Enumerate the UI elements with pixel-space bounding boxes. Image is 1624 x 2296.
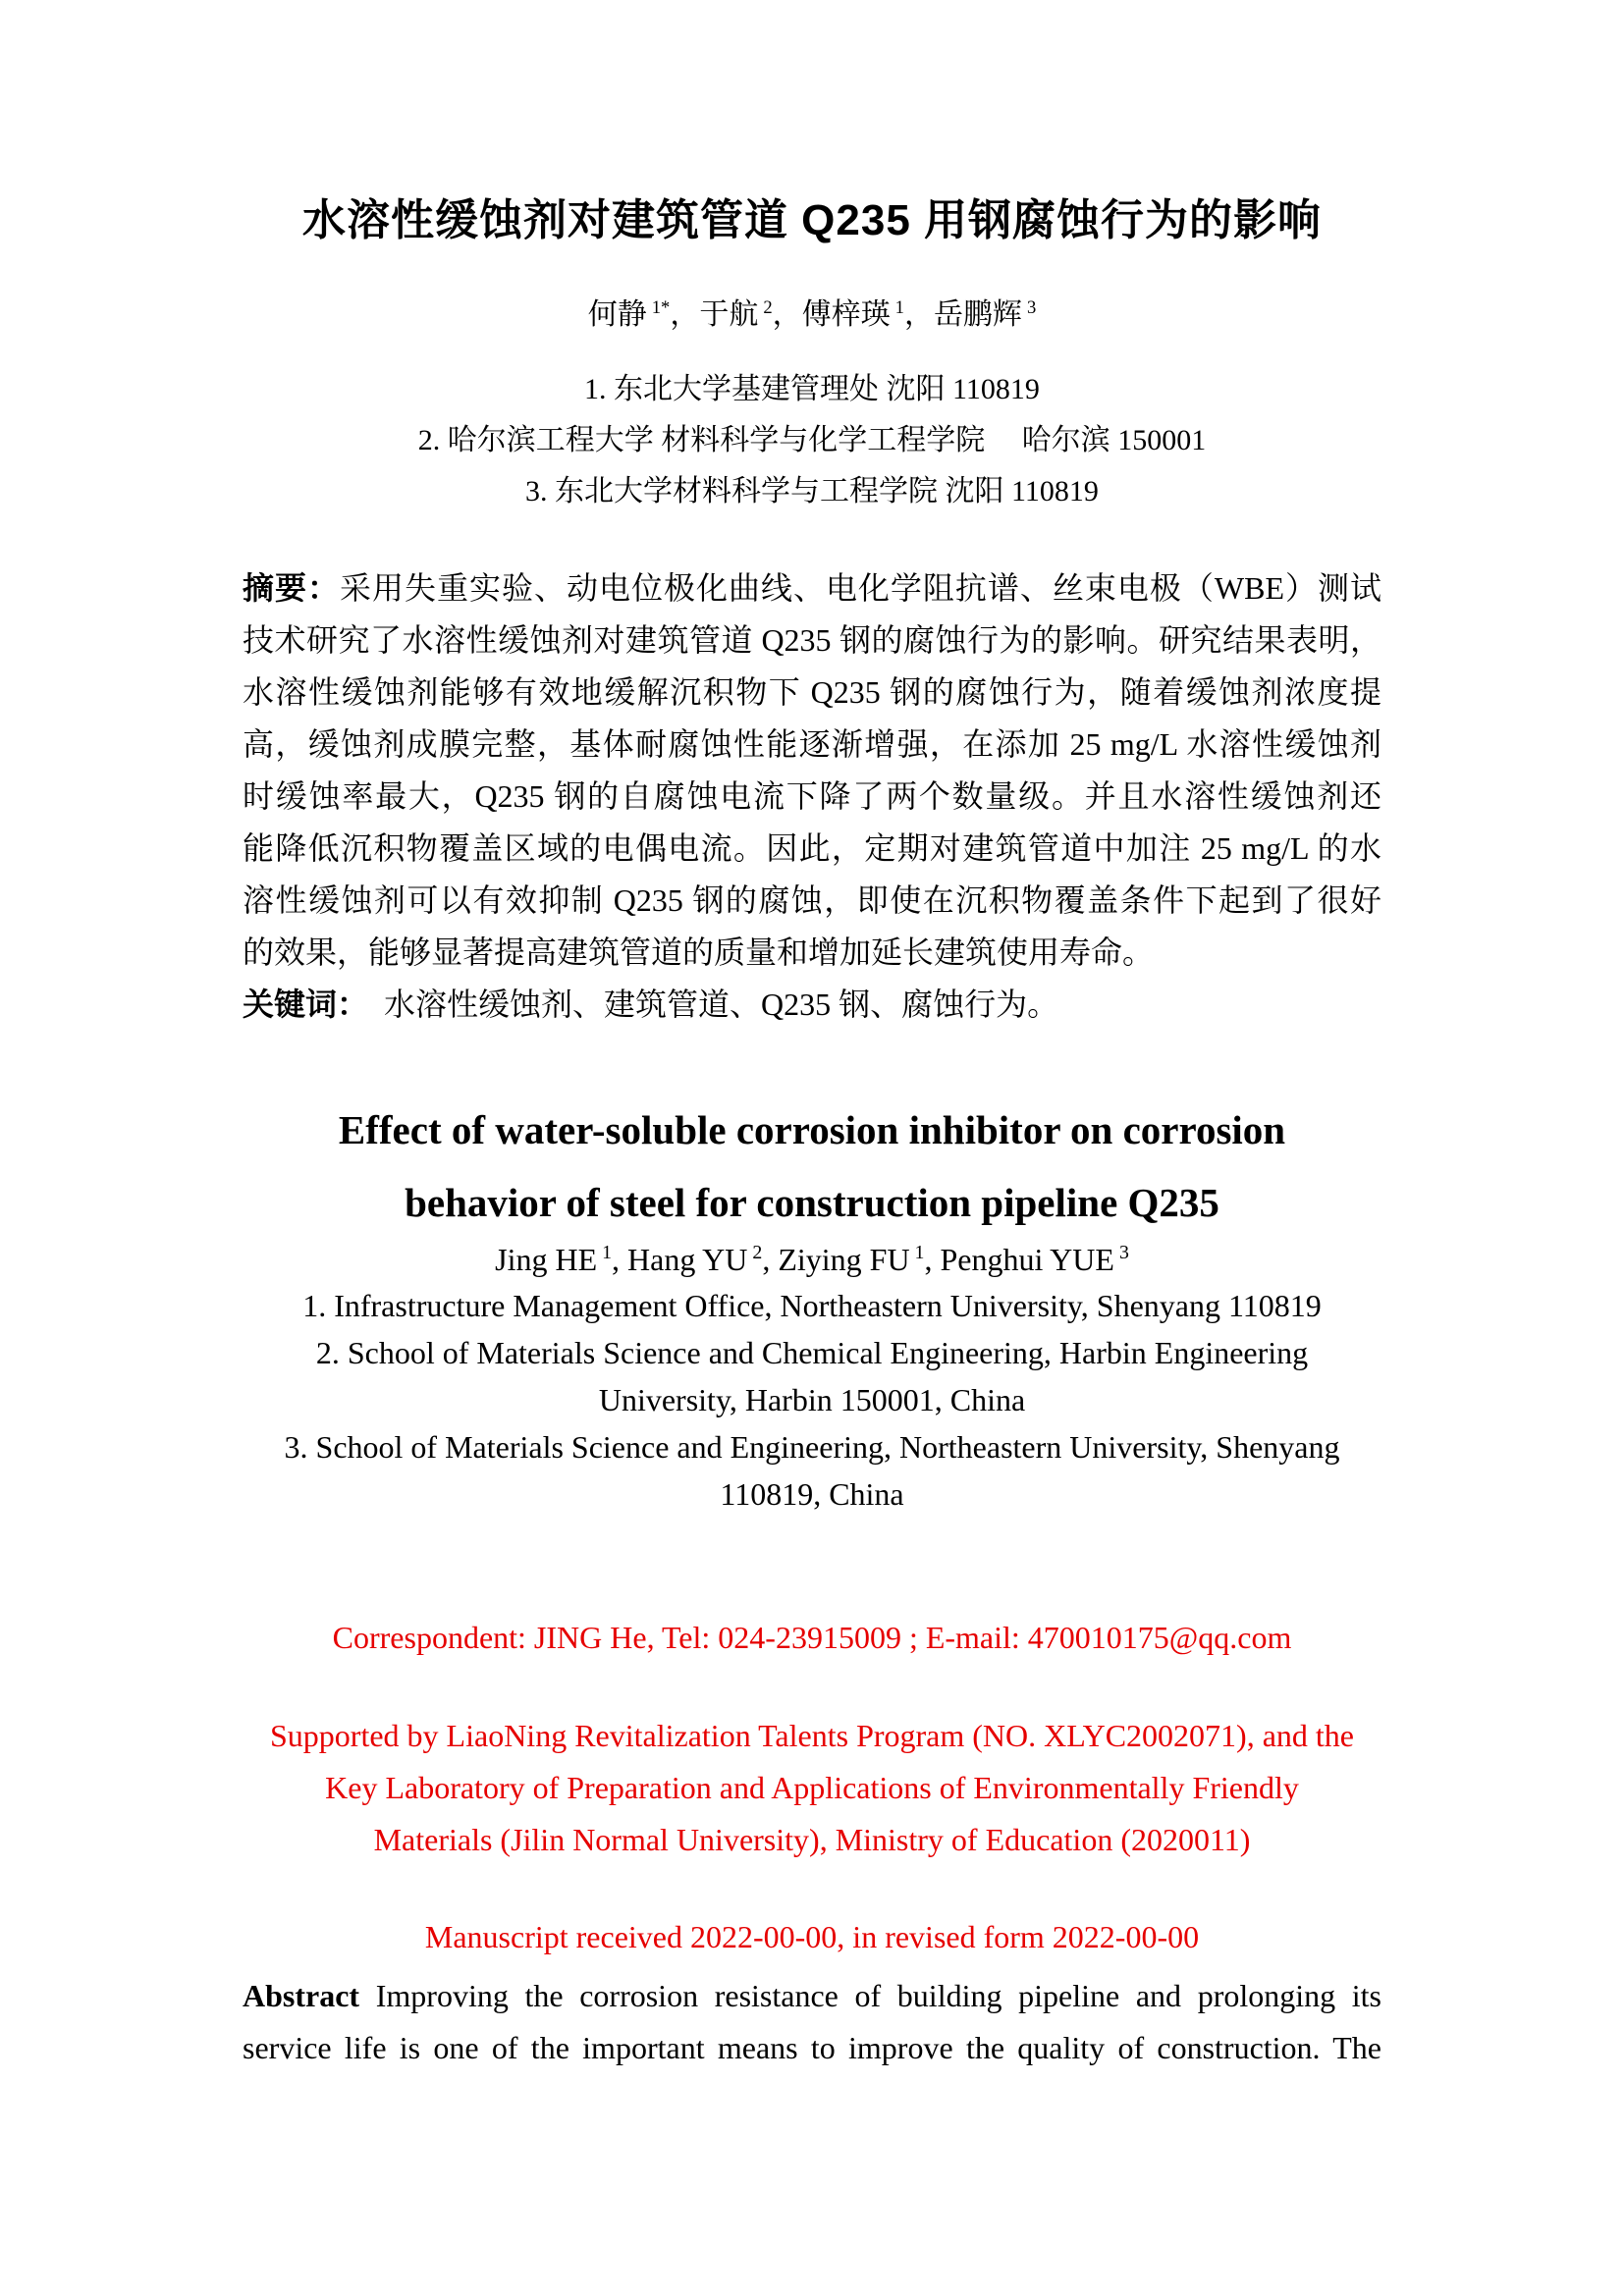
en-author-1-name: Jing HE bbox=[495, 1242, 598, 1277]
en-abstract-line-1-text: Improving the corrosion resistance of building pipeline and prolonging its bbox=[375, 1978, 1382, 2013]
cn-author-3-superscript: 1 bbox=[894, 297, 904, 318]
en-affiliation-line-3: University, Harbin 150001, China bbox=[598, 1382, 1026, 1417]
author-separator: ， bbox=[670, 298, 700, 331]
cn-author-line bbox=[243, 294, 1381, 337]
en-author-1 bbox=[495, 1242, 612, 1277]
cn-abstract-line-8: 的效果，能够显著提高建筑管道的质量和增加延长建筑使用寿命。 bbox=[243, 934, 1155, 970]
cn-keywords-label: 关键词： bbox=[243, 987, 353, 1022]
cn-author-2-name: 于航 bbox=[699, 298, 759, 331]
en-author-3-name: Ziying FU bbox=[778, 1242, 910, 1277]
funding-line-1: Supported by LiaoNing Revitalization Talents Program (NO. XLYC2002071), and the bbox=[270, 1718, 1354, 1753]
author-separator: , bbox=[924, 1242, 941, 1277]
en-abstract-line-1 bbox=[243, 1970, 1381, 2022]
cn-affiliation-list bbox=[243, 364, 1381, 517]
author-separator: ， bbox=[772, 298, 802, 331]
en-author-2 bbox=[627, 1242, 762, 1277]
cn-abstract-line-1 bbox=[243, 562, 1381, 614]
correspondent-line: Correspondent: JING He, Tel: 024-23915009 ; E-mail: 470010175@qq.com bbox=[332, 1620, 1292, 1655]
en-author-2-superscript: 2 bbox=[752, 1242, 763, 1264]
en-author-3 bbox=[778, 1242, 924, 1277]
en-author-4-superscript: 3 bbox=[1118, 1242, 1129, 1264]
cn-affiliation-line-2: 2. 哈尔滨工程大学 材料科学与化学工程学院 哈尔滨 150001 bbox=[417, 424, 1207, 456]
funding-line-2: Key Laboratory of Preparation and Applications of Environmentally Friendly bbox=[325, 1770, 1299, 1805]
author-separator: , bbox=[612, 1242, 628, 1277]
en-title-line-2: behavior of steel for construction pipeline Q235 bbox=[405, 1180, 1219, 1225]
cn-abstract-line-1-text: 采用失重实验、动电位极化曲线、电化学阻抗谱、丝束电极（WBE）测试 bbox=[340, 570, 1381, 606]
cn-author-1-name: 何静 bbox=[587, 298, 647, 331]
cn-author-3-name: 傅梓瑛 bbox=[801, 298, 891, 331]
manuscript-received-line: Manuscript received 2022-00-00, in revised form 2022-00-00 bbox=[424, 1919, 1200, 1954]
cn-abstract-line-6: 能降低沉积物覆盖区域的电偶电流。因此，定期对建筑管道中加注 25 mg/L 的水 bbox=[243, 830, 1381, 866]
cn-author-4 bbox=[934, 298, 1036, 331]
cn-abstract-line-4: 高，缓蚀剂成膜完整，基体耐腐蚀性能逐渐增强，在添加 25 mg/L 水溶性缓蚀剂 bbox=[243, 726, 1381, 762]
en-author-line bbox=[243, 1239, 1381, 1280]
cn-author-1-superscript: 1* bbox=[651, 297, 671, 318]
en-affiliation-line-1: 1. Infrastructure Management Office, Northeastern University, Shenyang 110819 bbox=[302, 1288, 1322, 1323]
en-author-4-name: Penghui YUE bbox=[940, 1242, 1114, 1277]
en-affiliation-line-4: 3. School of Materials Science and Engineering, Northeastern University, Shenyang bbox=[284, 1429, 1340, 1465]
cn-keywords-line bbox=[243, 979, 1381, 1031]
en-affiliation-line-5: 110819, China bbox=[720, 1476, 904, 1512]
en-author-2-name: Hang YU bbox=[627, 1242, 748, 1277]
cn-author-1 bbox=[588, 298, 671, 331]
en-author-4 bbox=[940, 1242, 1128, 1277]
en-author-1-superscript: 1 bbox=[602, 1242, 613, 1264]
cn-paper-title: 水溶性缓蚀剂对建筑管道 Q235 用钢腐蚀行为的影响 bbox=[301, 196, 1323, 244]
en-author-3-superscript: 1 bbox=[914, 1242, 925, 1264]
cn-author-2-superscript: 2 bbox=[763, 297, 773, 318]
cn-abstract-line-2: 技术研究了水溶性缓蚀剂对建筑管道 Q235 钢的腐蚀行为的影响。研究结果表明， bbox=[243, 622, 1381, 658]
cn-abstract-label: 摘要： bbox=[243, 570, 340, 606]
cn-abstract-line-5: 时缓蚀率最大，Q235 钢的自腐蚀电流下降了两个数量级。并且水溶性缓蚀剂还 bbox=[243, 778, 1381, 814]
cn-affiliation-line-3: 3. 东北大学材料科学与工程学院 沈阳 110819 bbox=[525, 475, 1099, 507]
en-abstract-label: Abstract bbox=[243, 1978, 360, 2013]
cn-abstract-line-3: 水溶性缓蚀剂能够有效地缓解沉积物下 Q235 钢的腐蚀行为，随着缓蚀剂浓度提 bbox=[243, 674, 1381, 710]
cn-author-4-superscript: 3 bbox=[1026, 297, 1037, 318]
cn-abstract bbox=[243, 562, 1381, 1031]
en-affiliation-list bbox=[243, 1282, 1381, 1518]
en-title-line-1: Effect of water-soluble corrosion inhibitor on corrosion bbox=[338, 1107, 1286, 1152]
author-separator: ， bbox=[903, 298, 934, 331]
cn-author-3 bbox=[802, 298, 904, 331]
en-abstract bbox=[243, 1970, 1381, 2074]
cn-author-2 bbox=[699, 298, 772, 331]
cn-affiliation-line-1: 1. 东北大学基建管理处 沈阳 110819 bbox=[584, 373, 1040, 405]
cn-keywords-text: 水溶性缓蚀剂、建筑管道、Q235 钢、腐蚀行为。 bbox=[352, 987, 1059, 1022]
cn-abstract-line-7: 溶性缓蚀剂可以有效抑制 Q235 钢的腐蚀，即使在沉积物覆盖条件下起到了很好 bbox=[243, 882, 1381, 918]
en-abstract-line-2: service life is one of the important means to improve the quality of construction. The bbox=[243, 2030, 1381, 2065]
author-separator: , bbox=[762, 1242, 779, 1277]
funding-statement bbox=[243, 1710, 1381, 1866]
funding-line-3: Materials (Jilin Normal University), Ministry of Education (2020011) bbox=[373, 1822, 1251, 1857]
en-affiliation-line-2: 2. School of Materials Science and Chemical Engineering, Harbin Engineering bbox=[315, 1335, 1309, 1370]
en-paper-title bbox=[243, 1094, 1381, 1239]
cn-author-4-name: 岳鹏辉 bbox=[933, 298, 1022, 331]
